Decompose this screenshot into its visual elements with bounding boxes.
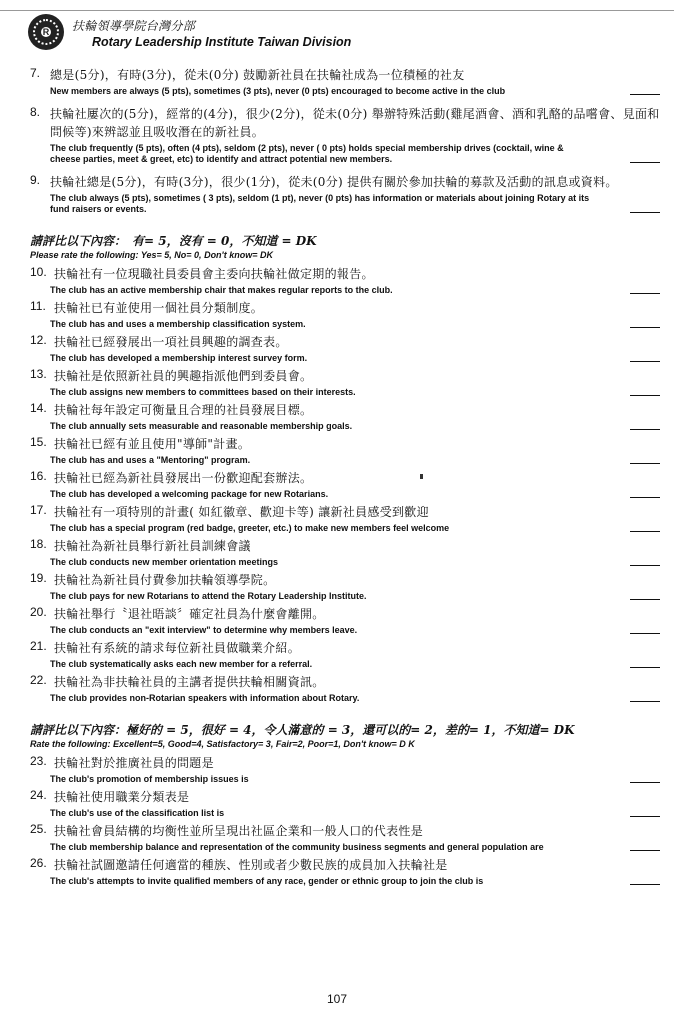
- question-text-zh: 扶輪社總是(5分)，有時(3分)，很少(1分)，從未(0分) 提供有關於參加扶輪的募款及活動的訊息或資料。: [50, 175, 618, 189]
- question-item: [30, 469, 660, 500]
- questionnaire: [30, 66, 660, 890]
- header-title-en: Rotary Leadership Institute Taiwan Division: [92, 34, 352, 49]
- question-text-zh: 扶輪社為新社員舉行新社員訓練會議: [54, 539, 251, 553]
- answer-blank[interactable]: [630, 463, 660, 464]
- question-item: [30, 173, 660, 215]
- question-text-zh: 扶輪社為非扶輪社員的主講者提供扶輪相關資訊。: [54, 675, 325, 689]
- question-number: 10.: [30, 265, 47, 279]
- question-number: 18.: [30, 537, 47, 551]
- question-item: [30, 822, 660, 853]
- answer-blank[interactable]: [630, 429, 660, 430]
- question-text-zh: 扶輪社有系統的請求每位新社員做職業介紹。: [54, 641, 301, 655]
- answer-blank[interactable]: [630, 395, 660, 396]
- question-text-zh: 扶輪社已經為新社員發展出一份歡迎配套辦法。: [54, 471, 313, 485]
- question-text-zh: 扶輪社有一位現職社員委員會主委向扶輪社做定期的報告。: [54, 267, 374, 281]
- question-text-zh: 扶輪社每年設定可衡量且合理的社員發展目標。: [54, 403, 313, 417]
- answer-blank[interactable]: [630, 884, 660, 885]
- answer-blank[interactable]: [630, 212, 660, 213]
- answer-blank[interactable]: [630, 162, 660, 163]
- question-item: [30, 503, 660, 534]
- answer-blank[interactable]: [630, 361, 660, 362]
- question-text-en: New members are always (5 pts), sometimes (3 pts), never (0 pts) encouraged to become active in the club: [50, 86, 506, 96]
- question-text-en: The club systematically asks each new member for a referral.: [50, 659, 313, 669]
- question-text-en: The club's use of the classification list is: [50, 808, 225, 818]
- header-title-zh: 扶輪領導學院台灣分部: [72, 18, 196, 33]
- question-text-zh: 扶輪社已經發展出一項社員興趣的調查表。: [54, 335, 288, 349]
- question-number: 20.: [30, 605, 47, 619]
- question-text-zh: 扶輪社試圖邀請任何適當的種族、性別或者少數民族的成員加入扶輪社是: [54, 858, 448, 872]
- answer-blank[interactable]: [630, 782, 660, 783]
- question-item: [30, 571, 660, 602]
- question-item: [30, 66, 660, 97]
- question-text-zh: 扶輪社對於推廣社員的問題是: [54, 756, 214, 770]
- question-number: 8.: [30, 105, 41, 119]
- answer-blank[interactable]: [630, 531, 660, 532]
- question-number: 14.: [30, 401, 47, 415]
- question-item: [30, 435, 660, 466]
- question-item: [30, 856, 660, 887]
- question-text-zh: 扶輪社為新社員付費參加扶輪領導學院。: [54, 573, 276, 587]
- question-number: 26.: [30, 856, 47, 870]
- question-text-en: The club conducts new member orientation meetings: [50, 557, 279, 567]
- document-header: [28, 14, 632, 50]
- question-item: [30, 299, 660, 330]
- question-text-en: The club's promotion of membership issues is: [50, 774, 249, 784]
- question-number: 11.: [30, 299, 46, 313]
- question-number: 16.: [30, 469, 47, 483]
- question-item: [30, 265, 660, 296]
- page-number: 107: [326, 992, 348, 1006]
- question-number: 25.: [30, 822, 47, 836]
- answer-blank[interactable]: [630, 633, 660, 634]
- question-text-zh: 總是(5分)，有時(3分)，從未(0分) 鼓勵新社員在扶輪社成為一位積極的社友: [50, 68, 465, 82]
- answer-blank[interactable]: [630, 816, 660, 817]
- question-text-zh: 扶輪社使用職業分類表是: [54, 790, 190, 804]
- question-text-en: The club's attempts to invite qualified members of any race, gender or ethnic group to join the club is: [50, 876, 484, 886]
- question-text-en: The club assigns new members to committees based on their interests.: [50, 387, 356, 397]
- question-number: 19.: [30, 571, 47, 585]
- question-item: [30, 673, 660, 704]
- answer-blank[interactable]: [630, 497, 660, 498]
- scan-speck: [420, 474, 423, 479]
- question-text-en: The club provides non-Rotarian speakers with information about Rotary.: [50, 693, 360, 703]
- question-text-en: The club conducts an "exit interview" to determine why members leave.: [50, 625, 358, 635]
- question-item: [30, 605, 660, 636]
- question-text-zh: 扶輪社會員結構的均衡性並所呈現出社區企業和一般人口的代表性是: [54, 824, 424, 838]
- section-subtitle-yes-no: Please rate the following: Yes= 5, No= 0, Don't know= DK: [30, 250, 273, 260]
- answer-blank[interactable]: [630, 850, 660, 851]
- question-text-en: The club has and uses a "Mentoring" program.: [50, 455, 251, 465]
- section-title-rating: 請評比以下內容：極好的 = 5，很好 = 4，令人滿意的 = 3，還可以的= 2，差的= 1，不知道= DK: [30, 723, 575, 737]
- question-number: 7.: [30, 66, 41, 80]
- question-item: [30, 105, 660, 165]
- question-text-en: The club membership balance and representation of the community business segments and general population are: [50, 842, 544, 852]
- question-text-en: The club pays for new Rotarians to attend the Rotary Leadership Institute.: [50, 591, 367, 601]
- top-rule: [0, 10, 674, 11]
- question-item: [30, 537, 660, 568]
- question-text-zh: 扶輪社已有並使用一個社員分類制度。: [54, 301, 264, 315]
- question-number: 12.: [30, 333, 47, 347]
- question-text-en: The club has an active membership chair that makes regular reports to the club.: [50, 285, 393, 295]
- section-title-yes-no: 請評比以下內容： 有= 5，沒有 = 0，不知道 = DK: [30, 234, 317, 248]
- question-number: 15.: [30, 435, 47, 449]
- question-text-zh: 扶輪社舉行〝退社晤談〞確定社員為什麼會離開。: [54, 607, 325, 621]
- question-text-zh: 扶輪社屢次的(5分)，經常的(4分)，很少(2分)，從未(0分) 舉辦特殊活動(雞尾酒會、酒和乳酪的品嚐會、見面和問候等)來辨認並且吸收潛在的新社員。: [50, 107, 660, 139]
- question-text-en: The club has a special program (red badge, greeter, etc.) to make new members feel welcome: [50, 523, 450, 533]
- answer-blank[interactable]: [630, 599, 660, 600]
- question-text-en: The club has developed a welcoming package for new Rotarians.: [50, 489, 329, 499]
- question-number: 23.: [30, 754, 47, 768]
- answer-blank[interactable]: [630, 701, 660, 702]
- answer-blank[interactable]: [630, 94, 660, 95]
- question-text-zh: 扶輪社已經有並且使用"導師"計畫。: [54, 437, 251, 451]
- question-text-zh: 扶輪社有一項特別的計畫( 如紅徽章、歡迎卡等) 讓新社員感受到歡迎: [54, 505, 429, 519]
- question-text-en: The club always (5 pts), sometimes ( 3 pts), seldom (1 pt), never (0 pts) has information or materials about joining Rotary at its fund raisers or events.: [50, 193, 590, 214]
- question-text-zh: 扶輪社是依照新社員的興趣指派他們到委員會。: [54, 369, 313, 383]
- question-text-en: The club has developed a membership interest survey form.: [50, 353, 308, 363]
- question-number: 9.: [30, 173, 41, 187]
- question-number: 17.: [30, 503, 47, 517]
- question-item: [30, 401, 660, 432]
- question-number: 21.: [30, 639, 47, 653]
- question-text-en: The club annually sets measurable and reasonable membership goals.: [50, 421, 353, 431]
- question-text-en: The club frequently (5 pts), often (4 pts), seldom (2 pts), never ( 0 pts) holds special membership drives (cocktail, wine & cheese parties, meet & greet, etc) to identify and attract potential new members.: [50, 143, 564, 164]
- question-item: [30, 754, 660, 785]
- answer-blank[interactable]: [630, 293, 660, 294]
- question-item: [30, 639, 660, 670]
- answer-blank[interactable]: [630, 667, 660, 668]
- rotary-logo-icon: R: [28, 14, 64, 50]
- question-item: [30, 788, 660, 819]
- question-item: [30, 367, 660, 398]
- section-subtitle-rating: Rate the following: Excellent=5, Good=4, Satisfactory= 3, Fair=2, Poor=1, Don't know= D K: [30, 739, 415, 749]
- question-text-en: The club has and uses a membership classification system.: [50, 319, 306, 329]
- question-number: 13.: [30, 367, 47, 381]
- answer-blank[interactable]: [630, 327, 660, 328]
- question-number: 24.: [30, 788, 47, 802]
- question-item: [30, 333, 660, 364]
- question-number: 22.: [30, 673, 47, 687]
- answer-blank[interactable]: [630, 565, 660, 566]
